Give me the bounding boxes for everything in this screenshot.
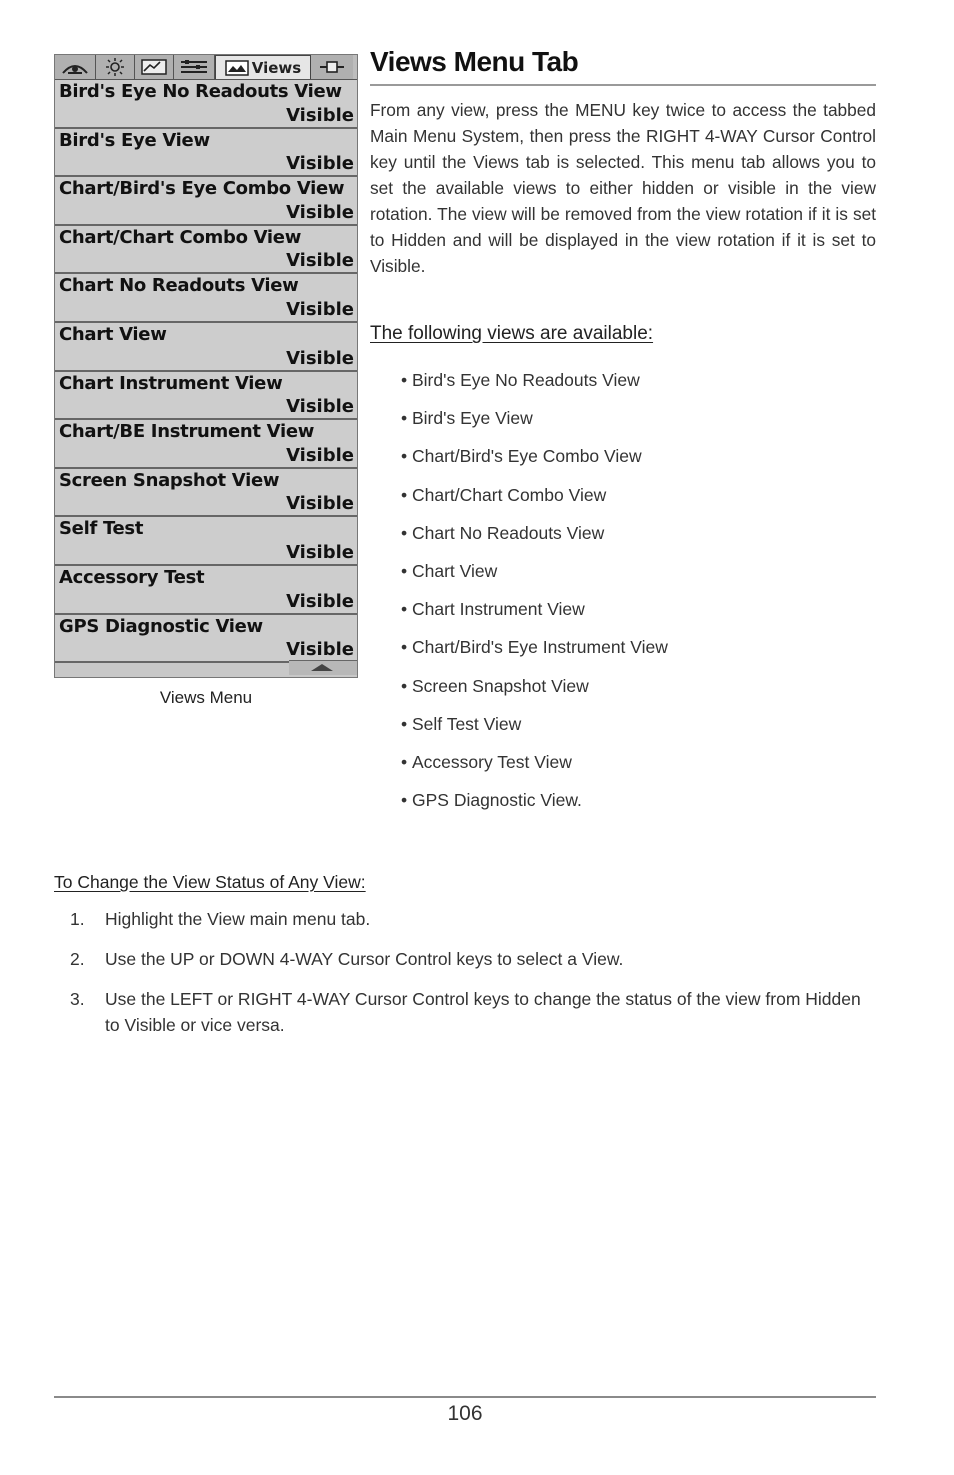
menu-row-status[interactable]: Visible: [286, 347, 354, 369]
page-title: Views Menu Tab: [370, 46, 579, 77]
scroll-up-arrow-icon[interactable]: [289, 660, 357, 675]
available-view-item: • Chart Instrument View: [401, 599, 668, 637]
menu-row[interactable]: [55, 129, 357, 178]
available-view-item: • Bird's Eye View: [401, 408, 668, 446]
menu-row-name: Self Test: [59, 518, 144, 540]
menu-row[interactable]: [55, 566, 357, 615]
menu-row-name: Chart/Bird's Eye Combo View: [59, 178, 345, 200]
menu-row[interactable]: [55, 177, 357, 226]
chart-icon[interactable]: [135, 55, 174, 79]
available-view-item: • Chart No Readouts View: [401, 523, 668, 561]
menu-row[interactable]: [55, 226, 357, 275]
step-text: Use the LEFT or RIGHT 4-WAY Cursor Control keys to change the status of the view from Hidden to Visible or vice versa.: [105, 989, 861, 1035]
menu-row-status[interactable]: Visible: [286, 493, 354, 515]
procedure-steps: [54, 906, 876, 1038]
menu-row[interactable]: [55, 517, 357, 566]
figure-caption: Views Menu: [159, 688, 253, 707]
menu-row-name: GPS Diagnostic View: [59, 615, 263, 637]
menu-row[interactable]: [55, 274, 357, 323]
available-view-item: • Chart/Bird's Eye Combo View: [401, 446, 668, 484]
tab-views[interactable]: [215, 55, 311, 79]
views-menu-list: [55, 80, 357, 663]
available-view-item: • Bird's Eye No Readouts View: [401, 370, 668, 408]
available-views-list: [401, 370, 668, 828]
menu-row-status[interactable]: Visible: [286, 590, 354, 612]
tab-label-views: Views: [251, 58, 302, 77]
procedure-step: [54, 986, 876, 1038]
menu-row-status[interactable]: Visible: [286, 153, 354, 175]
available-view-item: • Chart/Bird's Eye Instrument View: [401, 637, 668, 675]
footer-divider: [54, 1396, 876, 1398]
menu-row-status[interactable]: Visible: [286, 201, 354, 223]
available-views-heading: The following views are available:: [370, 323, 654, 344]
sun-icon[interactable]: [96, 55, 135, 79]
menu-row-name: Chart/Chart Combo View: [59, 226, 302, 248]
available-view-item: • Chart/Chart Combo View: [401, 485, 668, 523]
procedure-heading: To Change the View Status of Any View:: [54, 872, 366, 892]
settings-lines-icon[interactable]: [174, 55, 215, 79]
step-number: 3.: [70, 989, 85, 1009]
menu-row-status[interactable]: Visible: [286, 444, 354, 466]
menu-row-name: Chart/BE Instrument View: [59, 421, 315, 443]
menu-row-name: Bird's Eye No Readouts View: [59, 81, 342, 102]
available-view-item: • Screen Snapshot View: [401, 676, 668, 714]
menu-row-status[interactable]: Visible: [286, 639, 354, 661]
menu-row-status[interactable]: Visible: [286, 104, 354, 126]
menu-row-status[interactable]: Visible: [286, 541, 354, 563]
views-icon: [225, 60, 249, 76]
available-view-item: • Self Test View: [401, 714, 668, 752]
menu-row[interactable]: [55, 80, 357, 129]
menu-row[interactable]: [55, 615, 357, 664]
available-view-item: • GPS Diagnostic View.: [401, 790, 668, 828]
menu-row[interactable]: [55, 323, 357, 372]
menu-row[interactable]: [55, 420, 357, 469]
views-menu-screenshot: [54, 54, 358, 678]
page-number: 106: [447, 1402, 483, 1425]
available-view-item: • Chart View: [401, 561, 668, 599]
menu-row-name: Chart No Readouts View: [59, 275, 299, 297]
step-text: Highlight the View main menu tab.: [105, 909, 371, 929]
step-number: 1.: [70, 909, 85, 929]
available-view-item: • Accessory Test View: [401, 752, 668, 790]
step-number: 2.: [70, 949, 85, 969]
menu-row-name: Chart Instrument View: [59, 372, 283, 394]
title-divider: [370, 84, 876, 86]
procedure-step: [54, 906, 876, 932]
menu-row-name: Bird's Eye View: [59, 129, 210, 151]
menu-row[interactable]: [55, 469, 357, 518]
menu-row[interactable]: [55, 372, 357, 421]
menu-row-name: Screen Snapshot View: [59, 469, 280, 491]
intro-paragraph: From any view, press the MENU key twice to access the tabbed Main Menu System, then press the RIGHT 4-WAY Cursor Control key until the Views tab is selected. This menu tab allows you to set the available views to either hidden or visible in the view rotation. The view will be removed from the view rotation if it is set to Hidden and will be displayed in the view rotation if it is set to Visible.: [370, 100, 876, 276]
menu-row-name: Chart View: [59, 323, 167, 345]
sonar-icon[interactable]: [55, 55, 96, 79]
procedure-step: [54, 946, 876, 972]
menu-row-status[interactable]: Visible: [286, 250, 354, 272]
menu-row-name: Accessory Test: [59, 566, 205, 588]
menu-row-status[interactable]: Visible: [286, 298, 354, 320]
menu-tab-bar: [55, 55, 357, 80]
accessory-icon[interactable]: [311, 55, 353, 79]
menu-row-status[interactable]: Visible: [286, 396, 354, 418]
step-text: Use the UP or DOWN 4-WAY Cursor Control keys to select a View.: [105, 949, 624, 969]
